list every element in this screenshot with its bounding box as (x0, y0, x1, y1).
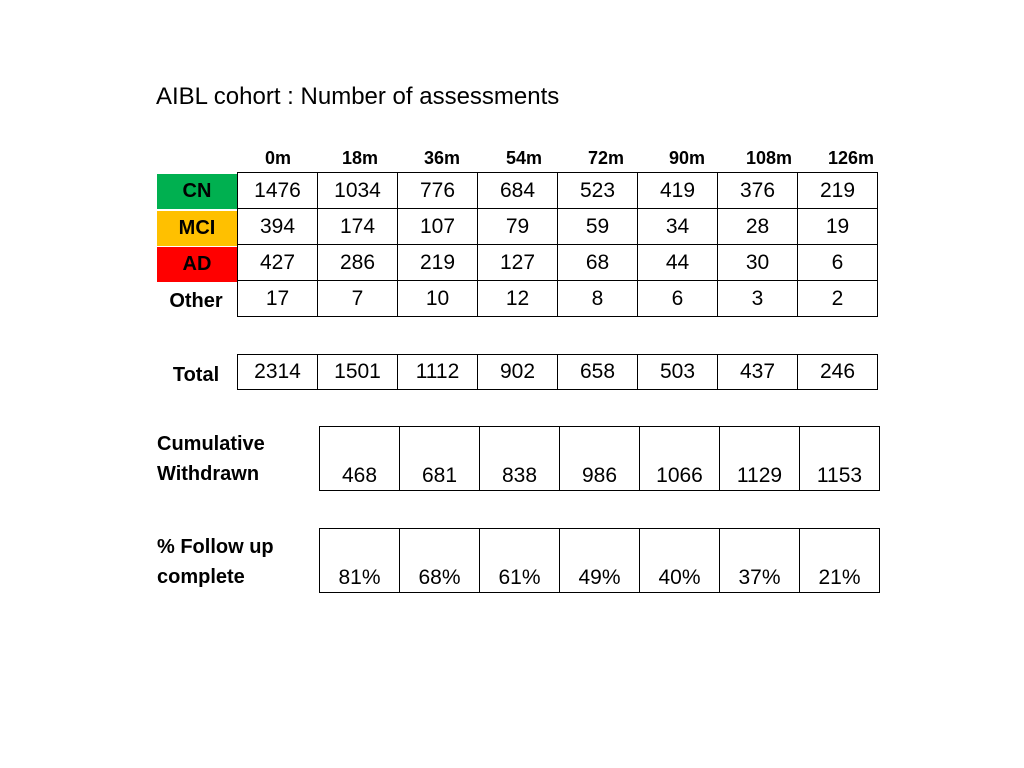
row-label-mci: MCI (157, 211, 237, 246)
table-cell: 28 (718, 209, 798, 245)
table-row-withdrawn (320, 427, 880, 491)
withdrawn-label-line1: Cumulative (157, 433, 265, 455)
table-cell: 37% (720, 529, 800, 593)
table-cell: 3 (718, 281, 798, 317)
table-cell: 19 (798, 209, 878, 245)
row-label-other: Other (169, 290, 223, 312)
table-cell: 2 (798, 281, 878, 317)
table-row-mci (238, 209, 878, 245)
column-header-72m: 72m (587, 148, 625, 168)
table-row-total (238, 355, 878, 390)
row-label-ad: AD (157, 247, 237, 282)
followup-label (157, 532, 274, 592)
table-cell: 79 (478, 209, 558, 245)
row-label-total: Total (172, 364, 220, 386)
table-cell: 1476 (238, 173, 318, 209)
column-header-54m: 54m (505, 148, 543, 168)
table-cell: 81% (320, 529, 400, 593)
table-cell: 34 (638, 209, 718, 245)
table-cell: 394 (238, 209, 318, 245)
table-cell: 2314 (238, 355, 318, 390)
table-cell: 503 (638, 355, 718, 390)
table-cell: 1153 (800, 427, 880, 491)
page-title: AIBL cohort : Number of assessments (156, 83, 560, 110)
table-row-other (238, 281, 878, 317)
table-cell: 68% (400, 529, 480, 593)
column-header-0m: 0m (264, 148, 291, 168)
table-cell: 684 (478, 173, 558, 209)
table-cell: 174 (318, 209, 398, 245)
column-header-90m: 90m (668, 148, 706, 168)
table-cell: 107 (398, 209, 478, 245)
table-cell: 1501 (318, 355, 398, 390)
column-header-126m: 126m (827, 148, 875, 168)
table-row-ad (238, 245, 878, 281)
table-cell: 1066 (640, 427, 720, 491)
table-cell: 49% (560, 529, 640, 593)
withdrawn-table (319, 426, 880, 491)
table-cell: 681 (400, 427, 480, 491)
withdrawn-label-line2: Withdrawn (157, 463, 260, 485)
column-header-36m: 36m (423, 148, 461, 168)
table-cell: 40% (640, 529, 720, 593)
followup-table (319, 528, 880, 593)
table-cell: 986 (560, 427, 640, 491)
table-row-followup (320, 529, 880, 593)
table-cell: 17 (238, 281, 318, 317)
table-cell: 286 (318, 245, 398, 281)
table-row-cn (238, 173, 878, 209)
table-cell: 12 (478, 281, 558, 317)
row-label-cn: CN (157, 174, 237, 209)
table-cell: 10 (398, 281, 478, 317)
table-cell: 427 (238, 245, 318, 281)
table-cell: 1034 (318, 173, 398, 209)
table-cell: 21% (800, 529, 880, 593)
table-cell: 419 (638, 173, 718, 209)
table-cell: 902 (478, 355, 558, 390)
table-cell: 658 (558, 355, 638, 390)
table-cell: 219 (798, 173, 878, 209)
withdrawn-label (157, 429, 265, 489)
followup-label-line1: % Follow up (157, 536, 274, 558)
table-cell: 68 (558, 245, 638, 281)
table-cell: 59 (558, 209, 638, 245)
column-header-108m: 108m (745, 148, 793, 168)
table-cell: 30 (718, 245, 798, 281)
table-cell: 61% (480, 529, 560, 593)
table-cell: 44 (638, 245, 718, 281)
table-cell: 246 (798, 355, 878, 390)
table-cell: 1112 (398, 355, 478, 390)
table-cell: 6 (798, 245, 878, 281)
followup-label-line2: complete (157, 566, 245, 588)
assessments-table (237, 172, 878, 317)
table-cell: 7 (318, 281, 398, 317)
table-cell: 8 (558, 281, 638, 317)
total-table (237, 354, 878, 390)
column-header-18m: 18m (341, 148, 379, 168)
table-cell: 6 (638, 281, 718, 317)
table-cell: 127 (478, 245, 558, 281)
table-cell: 523 (558, 173, 638, 209)
table-cell: 219 (398, 245, 478, 281)
table-cell: 376 (718, 173, 798, 209)
table-cell: 437 (718, 355, 798, 390)
table-cell: 468 (320, 427, 400, 491)
table-cell: 838 (480, 427, 560, 491)
table-cell: 1129 (720, 427, 800, 491)
table-cell: 776 (398, 173, 478, 209)
